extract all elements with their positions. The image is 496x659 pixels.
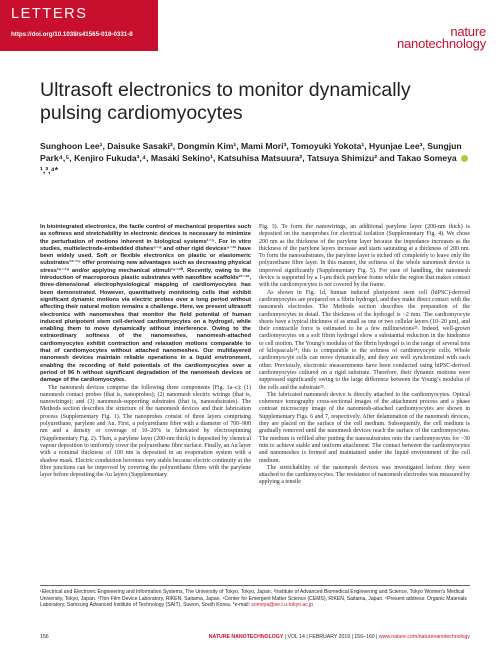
footnote-divider [40, 585, 470, 586]
page-number: 156 [40, 634, 49, 640]
journal-logo-line2: nanotechnology [397, 36, 486, 51]
body-paragraph: The fabricated nanomesh device is directly attached to the cardiomyocytes. Optical coherence tomography cross-sectional images of the attachment process and a phase contrast microscopy image of the nanomesh-attached cardiomyocytes are shown in Supplementary Figs. 6 and 7, respectively. After delamination of the nanomesh devices, they are placed on the surface of the cell medium. Subsequently, the cell medium is gradually removed until the nanomesh devices reach the surface of the cardiomyocytes. The medium is refilled after putting the nanosubstrates onto the cardiomyocytes for ~30 min to achieve stable and uniform attachment. The contact between the cardiomyocytes and nanomeshes is formed and maintained under the liquid environment of the cell medium. [259, 391, 470, 464]
doi-link[interactable]: https://doi.org/10.1038/s41565-018-0331-8 [11, 31, 133, 38]
footer-citation [209, 634, 470, 640]
abstract: In biointegrated electronics, the facile control of mechanical properties such as softness and stretchability in electronic devices is necessary to minimize the perturbation of motions inherent in biological systems¹⁻⁵. For in vitro studies, multielectrode-embedded dishes⁶⁻⁸ and other rigid devices⁹⁻¹² have been widely used. Soft or flexible electronics on plastic or elastomeric substrates¹³⁻¹⁵ offer promising new advantages such as decreasing physical stress¹⁶⁻¹⁸ and/or applying mechanical stimuli¹⁹⁻²⁰. Recently, owing to the introduction of macroporous plastic substrates with nanofibre scaffolds²¹⁻²², three-dimensional electrophysiological mapping of cardiomyocytes has been demonstrated. However, quantitatively monitoring cells that exhibit significant dynamic motions via electric probes over a long period without affecting their natural motion remains a challenge. Here, we present ultrasoft electronics with nanomeshes that monitor the field potential of human induced pluripotent stem cell-derived cardiomyocytes on a hydrogel, while enabling them to move dynamically without interference. Owing to the extraordinary softness of the nanomeshes, nanomesh-attached cardiomyocytes exhibit contraction and relaxation motions comparable to that of cardiomyocytes without attached nanomeshes. Our multilayered nanomesh devices maintain reliable operations in a liquid environment, enabling the recording of field potentials of the cardiomyocytes over a period of 96 h without significant degradation of the nanomesh devices or damage of the cardiomyocytes. [40, 224, 251, 384]
right-column [259, 224, 470, 487]
footer-url[interactable]: www.nature.com/naturenanotechnology [378, 634, 470, 640]
footer-issue: | VOL 14 | FEBRUARY 2019 | 156–160 | [283, 634, 379, 640]
corresponding-email[interactable]: someya@ee.t.u-tokyo.ac.jp [251, 602, 314, 609]
authors-text: Sunghoon Lee¹, Daisuke Sasaki², Dongmin Kim¹, Mami Mori³, Tomoyuki Yokota¹, Hyunjae Lee³, Sungjun Park⁴,⁵, Kenjiro Fukuda³,⁴, Masaki Sekino¹, Katsuhisa Matsuura², Tatsuya Shimizu² and Takao Someya [40, 141, 462, 163]
author-list [40, 140, 470, 176]
affiliations-text: ¹Electrical and Electronic Engineering and Information Systems, The University of Tokyo, Tokyo, Japan. ²Institute of Advanced Biomedical Engineering and Science, Tokyo Women’s Medical University, Tokyo, Japan. ³Thin-Film Device Laboratory, RIKEN, Saitama, Japan. ⁴Center for Emergent Matter Science (CEMS), RIKEN, Saitama, Japan. ⁵Present address: Organic Materials Laboratory, Samsung Advanced Institute of Technology (SAIT), Suwon, South Korea. *e-mail: [40, 589, 467, 609]
journal-logo-line1: nature [450, 24, 486, 39]
journal-logo [346, 26, 486, 50]
header-band [0, 0, 158, 51]
page-footer [40, 634, 470, 642]
body-paragraph: Fig. 3). To form the nanowirings, an additional parylene layer (200-nm thick) is deposited on the nanoprobes for electrical isolation (Supplementary Fig. 4). We chose 200 nm as the thickness of the parylene layer because the impedance increases as the thickness of the parylene layers increase and starts saturating at a thickness of 200 nm. To form the nanosubstrates, the parylene layer is etched off completely to leave only the polyurethane fibre layer. In this manner, the softness of the whole nanomesh device is improved significantly (Supplementary Fig. 5). For ease of handling, the nanomesh device is supported by a 1-μm thick parylene frame while the region that makes contact with the cardiomyocytes is not covered by the frame. [259, 224, 470, 289]
footer-journal: NATURE NANOTECHNOLOGY [208, 634, 284, 640]
article-title: Ultrasoft electronics to monitor dynamically pulsing cardiomyocytes [40, 79, 411, 124]
body-paragraph: As shown in Fig. 1d, human induced pluripotent stem cell (hiPSC)-derived cardiomyocytes are prepared on a fibrin hydrogel, and they make direct contact with the nanomesh electrodes. The Methods section describes the preparation of the cardiomyocytes in detail. The thickness of the hydrogel is ~2 mm. The cardiomyocyte sheets have a typical thickness of as small as one or two cellular layers (10–20 μm), and their contractile force is estimated to be a few millinewtons²³. Indeed, well-grown cardiomyocytes on a soft fibrin hydrogel show a substantial reduction in the hindrance to cell motion. The Young’s modulus of the fibrin hydrogel is in the range of several tens of kilopascals²⁴; this is comparable to the softness of cardiomyocyte cells. Whole cardiomyocyte cells can move dynamically, and they are well synchronized with each other. Previously, electronic measurements have been conducted using hiPSC-derived cardiomyocytes cultured on a rigid substrate. Therefore, their dynamic motions were suppressed significantly owing to the large difference between the Young’s modulus of the cells and the substrate²⁵. [259, 289, 470, 391]
last-author-affiliation: ¹,³,⁴* [40, 165, 59, 175]
section-label: LETTERS [11, 6, 88, 22]
orcid-icon[interactable] [461, 155, 468, 162]
affiliations-footnote [40, 589, 470, 609]
body-paragraph: The stretchability of the nanomesh devices was investigated before they were attached to the cardiomyocytes. The resistance of nanomesh electrodes was measured by applying a tensile [259, 464, 470, 486]
left-column [40, 224, 251, 479]
body-paragraph: The nanomesh devices comprise the following three components (Fig. 1a–c): (1) nanomesh contact probes (that is, nanoprobes); (2) nanomesh electric wirings (that is, nanowirings); and (3) nanomesh-supporting substrates (that is, nanosubstrates). The Methods section describes the structure of the nanomesh devices and their fabrication process (Supplementary Fig. 1). The nanoprobes consist of three layers comprising polyurethane, parylene and Au. First, a polyurethane fibre with a diameter of 700–900 nm and a density or coverage of 10–20% is fabricated by electrospinning (Supplementary Fig. 2). Then, a parylene layer (200-nm thick) is deposited by chemical vapour deposition to uniformly cover the polyurethane fibre surface. Finally, an Au layer with a nominal thickness of 100 nm is deposited in an evaporation system with a shadow mask. Electric conduction becomes very stable because electric continuity at the fibre junctions can be improved by covering the polyurethane fibres with the parylene layer before depositing the Au layers (Supplementary [40, 384, 251, 479]
